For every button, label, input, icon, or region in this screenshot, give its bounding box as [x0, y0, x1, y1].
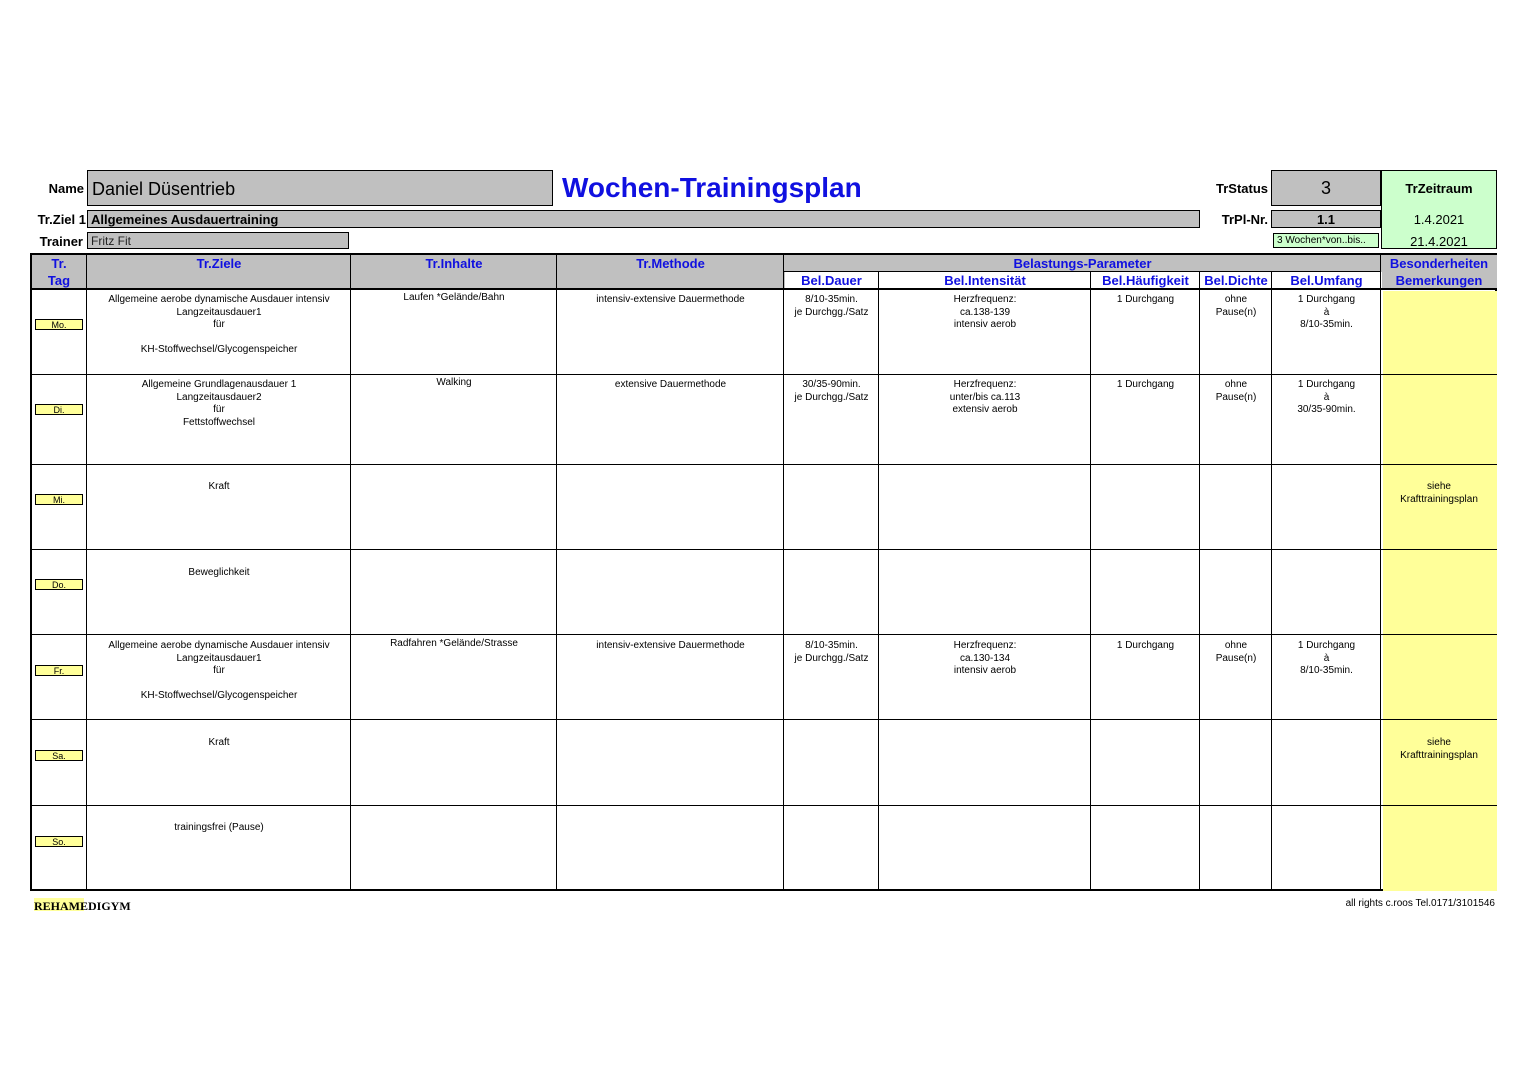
cell-dichte[interactable]: ohne Pause(n) [1215, 294, 1257, 318]
row-line [30, 719, 1497, 720]
duration-note-field[interactable] [1273, 233, 1379, 248]
cell-ziele[interactable]: Kraft [208, 481, 230, 492]
col-header-umfang: Bel.Umfang [1290, 273, 1363, 288]
day-tag-fr: Fr. [35, 665, 83, 676]
row-line [30, 464, 1497, 465]
trainer-field[interactable] [87, 232, 349, 249]
col-header-haeufigkeit: Bel.Häufigkeit [1102, 273, 1189, 288]
trzeitraum-label: TrZeitraum [1405, 181, 1473, 196]
cell-intensitaet[interactable]: Herzfrequenz: unter/bis ca.113 extensiv aerob [949, 379, 1021, 416]
trplnr-label: TrPl-Nr. [1221, 212, 1268, 227]
cell-ziele[interactable]: Beweglichkeit [188, 567, 250, 578]
row-line [30, 374, 1497, 375]
cell-ziele[interactable]: Allgemeine aerobe dynamische Ausdauer intensiv Langzeitausdauer1 für KH-Stoffwechsel/Glycogenspeicher [108, 640, 330, 702]
col-line [1380, 253, 1381, 891]
name-label: Name [48, 181, 84, 196]
trplnr-value: 1.1 [1316, 212, 1336, 227]
ziel-value: Allgemeines Ausdauertraining [91, 212, 279, 227]
col-header-ziele: Tr.Ziele [196, 256, 242, 271]
row-line [30, 288, 1497, 290]
footer-logo [34, 897, 131, 911]
col-header-besonderheiten: Besonderheiten [1389, 256, 1489, 271]
duration-note: 3 Wochen*von..bis.. [1277, 235, 1366, 246]
cell-methode[interactable]: intensiv-extensive Dauermethode [596, 640, 745, 651]
day-tag-mo: Mo. [35, 319, 83, 330]
trstatus-value: 3 [1320, 178, 1331, 198]
ziel-field[interactable] [87, 210, 1200, 228]
cell-haeufigkeit[interactable]: 1 Durchgang [1116, 379, 1175, 390]
col-line [878, 271, 879, 891]
cell-umfang[interactable]: 1 Durchgang à 8/10-35min. [1297, 640, 1356, 677]
cell-intensitaet[interactable]: Herzfrequenz: ca.138-139 intensiv aerob [953, 294, 1017, 331]
logo-text: REHAMEDIGYM [34, 899, 131, 913]
row-line [783, 271, 1380, 272]
trstatus-field[interactable] [1271, 170, 1381, 206]
col-line [783, 253, 784, 891]
date-from[interactable]: 1.4.2021 [1413, 212, 1465, 227]
cell-haeufigkeit[interactable]: 1 Durchgang [1116, 640, 1175, 651]
cell-inhalte[interactable]: Walking [436, 377, 472, 388]
row-line [30, 549, 1497, 550]
cell-intensitaet[interactable]: Herzfrequenz: ca.130-134 intensiv aerob [953, 640, 1017, 677]
col-header-intensitaet: Bel.Intensität [944, 273, 1026, 288]
day-tag-so: So. [35, 836, 83, 847]
col-line [1199, 271, 1200, 891]
cell-methode[interactable]: extensive Dauermethode [614, 379, 727, 390]
trainer-label: Trainer [39, 234, 83, 249]
cell-umfang[interactable]: 1 Durchgang à 8/10-35min. [1297, 294, 1356, 331]
cell-ziele[interactable]: trainingsfrei (Pause) [174, 822, 264, 833]
col-header-tag-1: Tr. [51, 256, 67, 271]
cell-umfang[interactable]: 1 Durchgang à 30/35-90min. [1297, 379, 1356, 416]
cell-dauer[interactable]: 8/10-35min. je Durchgg./Satz [794, 640, 869, 664]
day-tag-mi: Mi. [35, 494, 83, 505]
cell-inhalte[interactable]: Radfahren *Gelände/Strasse [390, 638, 518, 649]
col-header-tag-2: Tag [47, 273, 71, 288]
cell-dichte[interactable]: ohne Pause(n) [1215, 640, 1257, 664]
row-line [30, 634, 1497, 635]
cell-ziele[interactable]: Kraft [208, 737, 230, 748]
page-title: Wochen-Trainingsplan [562, 172, 862, 203]
cell-inhalte[interactable]: Laufen *Gelände/Bahn [403, 292, 505, 303]
col-line [556, 253, 557, 891]
remarks-column-bg [1383, 291, 1497, 891]
cell-ziele[interactable]: Allgemeine aerobe dynamische Ausdauer intensiv Langzeitausdauer1 für KH-Stoffwechsel/Glycogenspeicher [108, 294, 330, 356]
cell-dauer[interactable]: 30/35-90min. je Durchgg./Satz [794, 379, 869, 403]
col-line [1090, 271, 1091, 891]
col-header-dauer: Bel.Dauer [801, 273, 862, 288]
col-header-dichte: Bel.Dichte [1204, 273, 1268, 288]
ziel-label: Tr.Ziel 1 [37, 212, 86, 227]
cell-dauer[interactable]: 8/10-35min. je Durchgg./Satz [794, 294, 869, 318]
col-header-methode: Tr.Methode [636, 256, 705, 271]
col-header-belastung: Belastungs-Parameter [1013, 256, 1152, 271]
cell-dichte[interactable]: ohne Pause(n) [1215, 379, 1257, 403]
trstatus-label: TrStatus [1215, 181, 1268, 196]
col-header-bemerkungen: Bemerkungen [1395, 273, 1483, 288]
date-to[interactable]: 21.4.2021 [1410, 234, 1468, 249]
col-line [1271, 271, 1272, 891]
cell-haeufigkeit[interactable]: 1 Durchgang [1116, 294, 1175, 305]
cell-bemerkung[interactable]: siehe Krafttrainingsplan [1400, 481, 1478, 505]
trplnr-field[interactable] [1271, 210, 1381, 228]
name-value: Daniel Düsentrieb [92, 179, 236, 199]
day-tag-sa: Sa. [35, 750, 83, 761]
col-header-inhalte: Tr.Inhalte [425, 256, 483, 271]
footer-copyright: all rights c.roos Tel.0171/3101546 [1345, 898, 1495, 909]
name-field[interactable] [87, 170, 553, 206]
day-tag-di: Di. [35, 404, 83, 415]
row-line [30, 805, 1497, 806]
cell-bemerkung[interactable]: siehe Krafttrainingsplan [1400, 737, 1478, 761]
cell-methode[interactable]: intensiv-extensive Dauermethode [596, 294, 745, 305]
cell-ziele[interactable]: Allgemeine Grundlagenausdauer 1 Langzeitausdauer2 für Fettstoffwechsel [141, 379, 297, 428]
day-tag-do: Do. [35, 579, 83, 590]
trainer-value: Fritz Fit [91, 234, 131, 248]
